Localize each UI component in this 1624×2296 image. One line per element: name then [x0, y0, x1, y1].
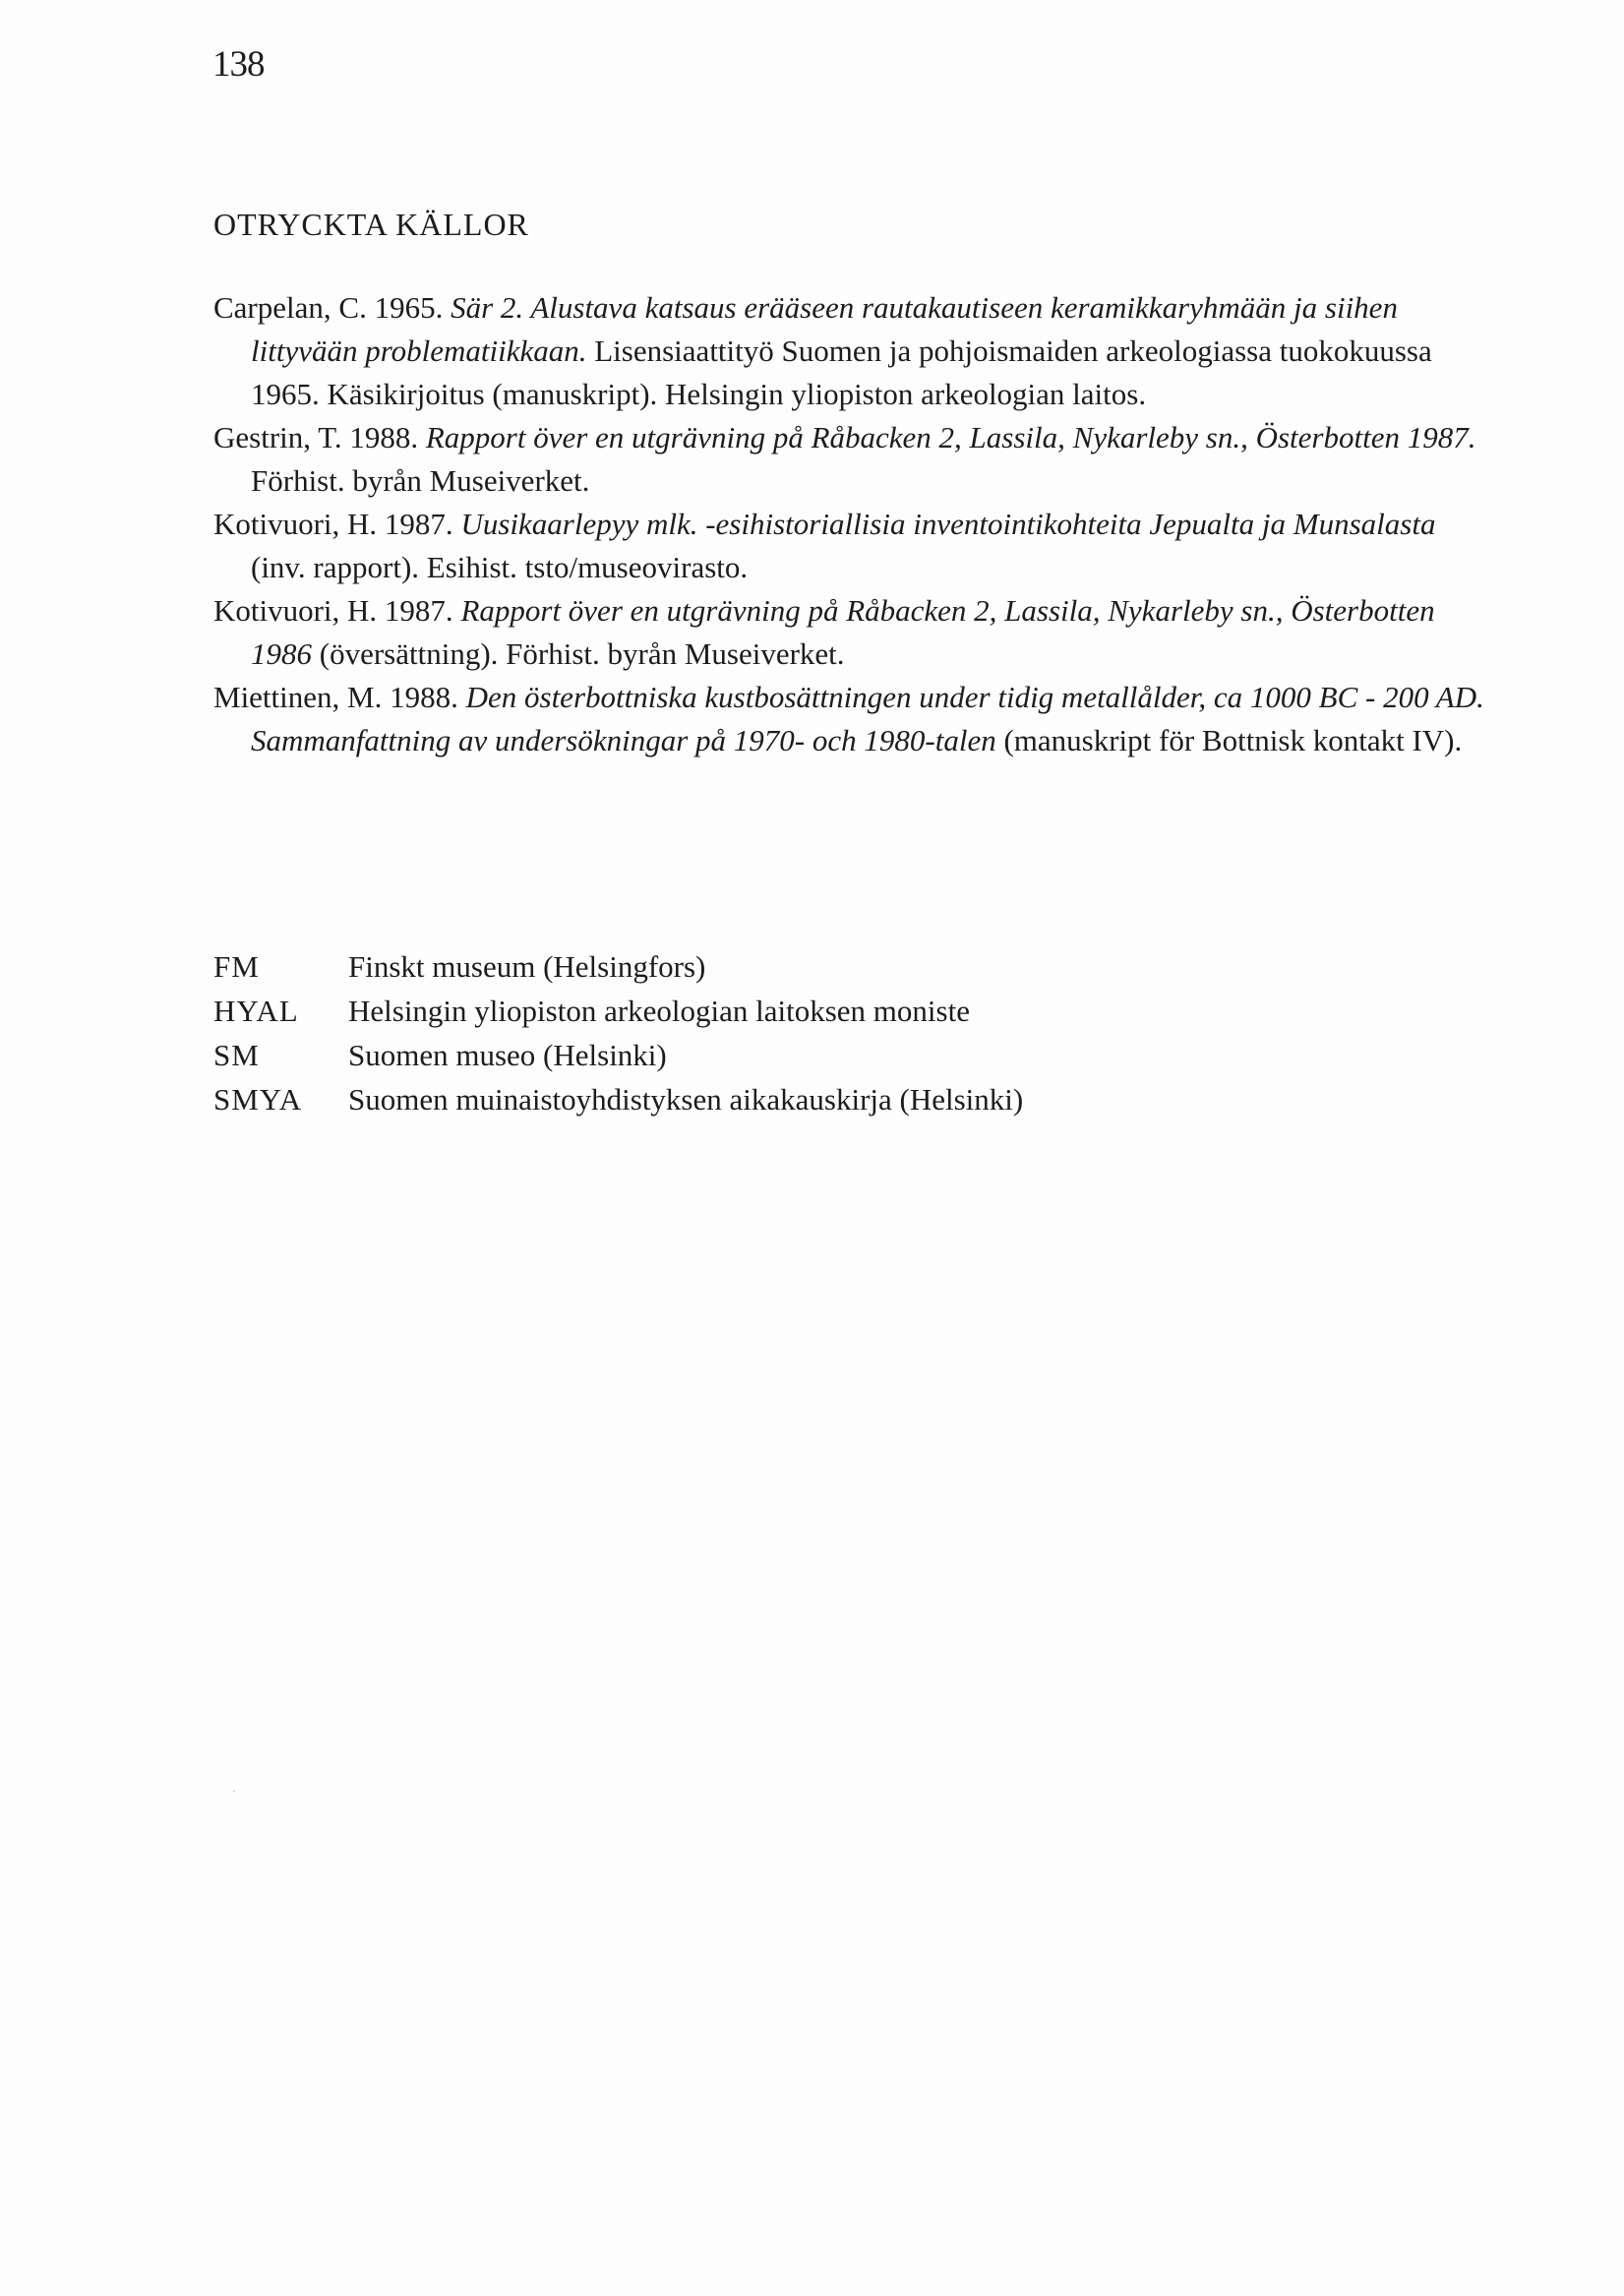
reference-details: Förhist. byrån Museiverket. — [251, 463, 590, 498]
abbreviation-row — [213, 1077, 1023, 1121]
reference-author: Miettinen, M. 1988. — [213, 680, 458, 714]
reference-list — [213, 286, 1492, 762]
section-heading: OTRYCKTA KÄLLOR — [213, 207, 529, 242]
abbreviation-code: SM — [213, 1038, 260, 1072]
reference-entry — [213, 286, 1492, 416]
abbreviation-list — [213, 944, 1023, 1121]
abbreviation-meaning: Helsingin yliopiston arkeologian laitoksen moniste — [348, 994, 970, 1028]
abbreviation-code: FM — [213, 949, 260, 984]
reference-title: Den österbottniska kustbosättningen under tidig metallålder, ca 1000 BC - 200 AD. Sammanfattning av undersökningar på 1970- och 1980-talen — [251, 680, 1484, 757]
abbreviation-row — [213, 1033, 1023, 1077]
abbreviation-row — [213, 989, 1023, 1033]
reference-details: Lisensiaattityö Suomen ja pohjoismaiden arkeologiassa tuokokuussa 1965. Käsikirjoitus (manuskript). Helsingin yliopiston arkeologian laitos. — [251, 333, 1432, 411]
scan-speck — [233, 1790, 235, 1792]
reference-title: Rapport över en utgrävning på Råbacken 2, Lassila, Nykarleby sn., Österbotten 1987. — [425, 420, 1476, 454]
abbreviation-meaning: Suomen museo (Helsinki) — [348, 1038, 667, 1072]
reference-details: (inv. rapport). Esihist. tsto/museovirasto. — [251, 550, 749, 584]
abbreviation-row — [213, 944, 1023, 989]
reference-entry — [213, 503, 1492, 589]
reference-author: Gestrin, T. 1988. — [213, 420, 419, 454]
reference-entry — [213, 589, 1492, 676]
page-number: 138 — [212, 44, 265, 85]
reference-author: Carpelan, C. 1965. — [213, 290, 444, 325]
abbreviation-code: HYAL — [213, 994, 299, 1028]
abbreviation-code: SMYA — [213, 1082, 303, 1117]
reference-details: (manuskript för Bottnisk kontakt IV). — [1003, 723, 1463, 757]
reference-title: Sär 2. Alustava katsaus erääseen rautakautiseen keramikkaryhmään ja siihen littyvään problematiikkaan. — [251, 290, 1398, 368]
reference-title: Rapport över en utgrävning på Råbacken 2, Lassila, Nykarleby sn., Österbotten 1986 — [251, 593, 1435, 671]
reference-entry — [213, 676, 1492, 762]
reference-entry — [213, 416, 1492, 503]
abbreviation-meaning: Suomen muinaistoyhdistyksen aikakauskirja (Helsinki) — [348, 1082, 1024, 1117]
reference-author: Kotivuori, H. 1987. — [213, 593, 453, 628]
reference-author: Kotivuori, H. 1987. — [213, 507, 453, 541]
reference-title: Uusikaarlepyy mlk. -esihistoriallisia inventointikohteita Jepualta ja Munsalasta — [460, 507, 1436, 541]
abbreviation-meaning: Finskt museum (Helsingfors) — [348, 949, 706, 984]
reference-details: (översättning). Förhist. byrån Museiverket. — [319, 636, 845, 671]
